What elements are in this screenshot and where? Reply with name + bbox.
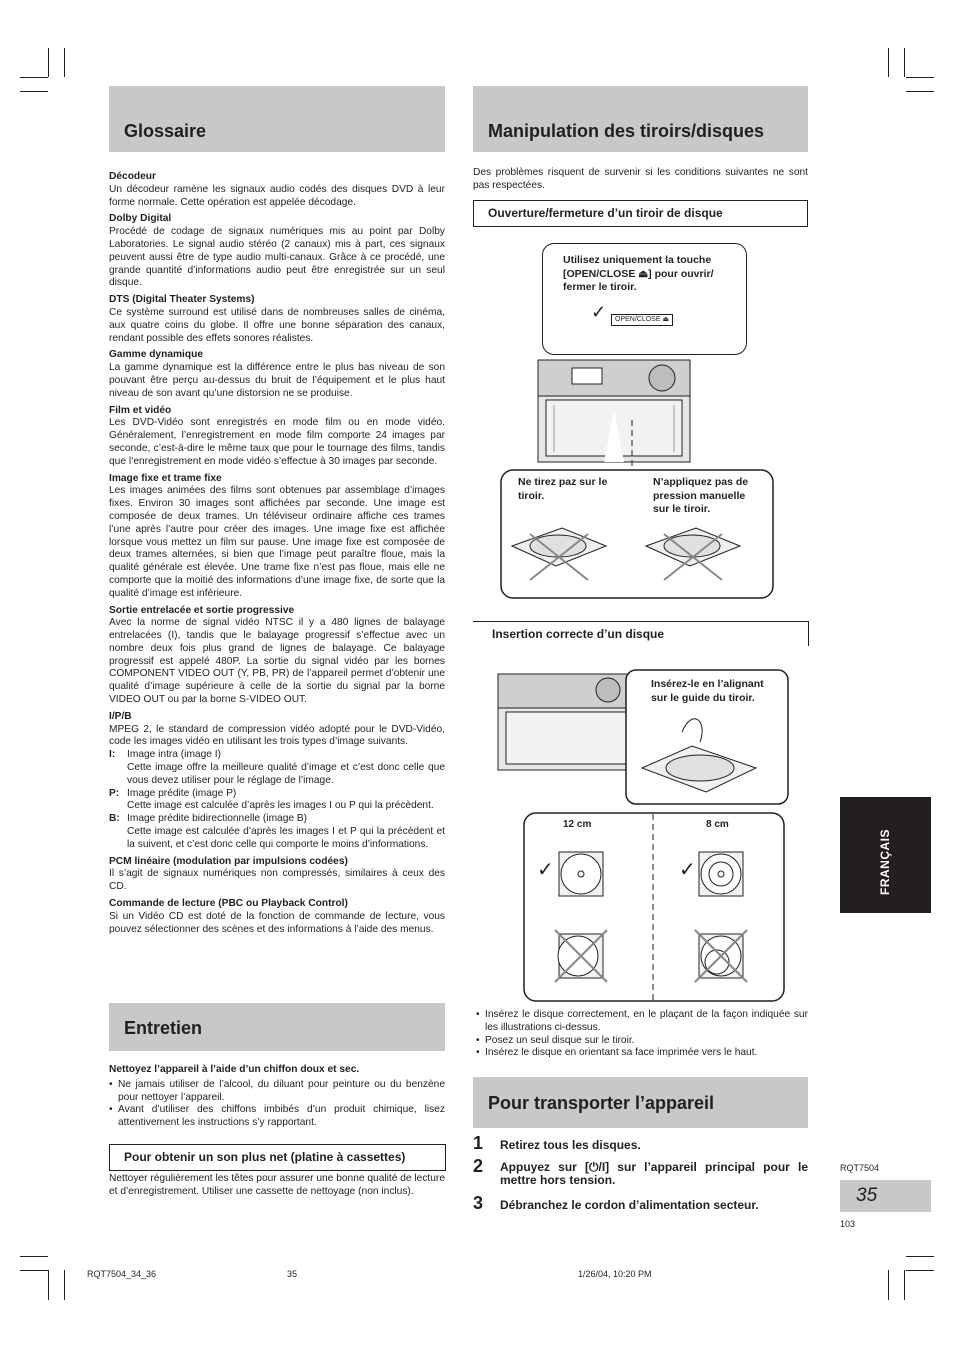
bullet-text: Ne jamais utiliser de l’alcool, du diluant pour peinture ou du benzène pour nettoyer l’appareil.	[118, 1078, 445, 1103]
warn-pull	[518, 476, 607, 503]
warn-pull-line1: Ne tirez paz sur le	[518, 476, 608, 488]
transport-header	[473, 1077, 808, 1128]
step-1	[473, 1135, 808, 1152]
manipulation-title: Manipulation des tiroirs/disques	[488, 121, 765, 141]
glossary-definition: Les DVD-Vidéo sont enregistrés en mode film ou en mode vidéo. Généralement, l’enregistrement en mode film comporte 24 images par seconde, c’est-à-dire le même taux que pour le tournage des films, tandis que l’enregistrement en mode vidéo s’effectue à 30 images par seconde.	[109, 417, 445, 467]
disc-8cm-wrong	[695, 930, 747, 982]
sub-page-number: 103	[840, 1219, 856, 1229]
language-label: FRANÇAIS	[878, 829, 892, 895]
entretien-header	[109, 1003, 445, 1051]
glossary-definition: Les images animées des films sont obtenues par assemblage d’images fixes. Environ 30 images sont affichées par seconde. Une image est composée de deux trames. Un téléviseur ordinaire affiche ces trames l’une après l’autre pour créer des images. Une image fixe est affichée lorsque vous mettez un film sur pause. Une image fixe est composée de deux trames alternées, si bien que l’image peut paraître floue, mais la qualité générale est élevée. Une trame fixe n’est pas floue, mais elle ne comporte que la moitié des informations d’une image fixe, de sorte que la qualité d’image est inférieure.	[109, 485, 445, 599]
disc-8cm-correct	[699, 852, 743, 896]
crop-mark	[888, 48, 889, 77]
cassette-text	[109, 1173, 445, 1199]
ipb-term: I/P/B	[109, 710, 132, 722]
glossary-definition: Il s’agit de signaux numériques non compressés, similaires à ceux des CD.	[109, 868, 445, 893]
step-number: 2	[473, 1156, 484, 1176]
ipb-key: P:	[109, 787, 120, 799]
ipb-item	[109, 788, 445, 814]
crop-mark	[20, 1270, 48, 1271]
bullet-icon: •	[109, 1104, 113, 1116]
step-3	[473, 1195, 808, 1212]
ipb-body	[127, 788, 434, 814]
glossary-term: Sortie entrelacée et sortie progressive	[109, 604, 295, 616]
ipb-item	[109, 813, 445, 851]
warn-press-line2: pression manuelle	[653, 489, 746, 502]
glossary-term: PCM linéaire (modulation par impulsions codées)	[109, 855, 348, 867]
glossary-term: Décodeur	[109, 171, 156, 182]
svg-text:✓: ✓	[679, 857, 696, 881]
glossary-term: DTS (Digital Theater Systems)	[109, 294, 255, 306]
ipb-body	[127, 813, 445, 851]
language-tab	[840, 797, 931, 913]
crop-mark	[906, 1256, 934, 1257]
ipb-item	[109, 749, 445, 787]
glossaire-body	[109, 167, 445, 936]
footer-file: RQT7504_34_36	[87, 1269, 157, 1279]
cassette-box-title	[109, 1144, 446, 1171]
entretien-body	[109, 1060, 445, 1130]
bullet-text: Posez un seul disque sur le tiroir.	[485, 1034, 635, 1046]
callout1-line2: [OPEN/CLOSE ⏏] pour ouvrir/	[563, 267, 714, 280]
transport-title: Pour transporter l’appareil	[488, 1093, 715, 1113]
bullet-item	[476, 1009, 808, 1035]
bullet-icon: •	[476, 1034, 480, 1046]
manipulation-intro-text: Des problèmes risquent de survenir si les conditions suivantes ne sont pas respectées.	[473, 167, 808, 191]
entretien-lead: Nettoyez l’appareil à l’aide d’un chiffon doux et sec.	[109, 1064, 360, 1075]
glossary-definition: Ce système surround est utilisé dans de nombreuses salles de cinéma, aux quatre coins du globe. Il offre une bonne séparation des canaux, rendant possible des effets sonores réalistes.	[109, 306, 445, 344]
ipb-body	[127, 749, 445, 787]
open-close-callout	[542, 243, 747, 355]
callout1-line3: fermer le tiroir.	[563, 281, 637, 293]
callout2-line1: Insérez-le en l’alignant	[651, 678, 764, 690]
disc-12cm-wrong	[555, 930, 607, 982]
manipulation-header	[473, 86, 808, 152]
size-12-label: 12 cm	[563, 819, 592, 830]
ipb-key: B:	[109, 813, 120, 825]
check-icon: ✓	[591, 302, 607, 322]
size-8-label: 8 cm	[706, 819, 729, 830]
bullet-item	[109, 1079, 445, 1105]
ipb-name: Image prédite (image P)	[127, 787, 237, 799]
step-number: 3	[473, 1193, 484, 1213]
glossary-definition: Avec la norme de signal vidéo NTSC il y a 480 lignes de balayage entrelacées (I), tandis que le balayage progressif s’effectue avec un nombre deux fois plus grand de lignes de balayage. Ce balayage progressif est appelé 480P. La sortie du signal vidéo par les bornes COMPONENT VIDEO OUT (Y, PB, PR) de l’appareil permet d’obtenir une qualité d’image supérieure à celle de la sortie du signal par la borne VIDEO OUT ou par la borne S-VIDEO OUT.	[109, 617, 445, 706]
ipb-desc: Cette image est calculée d’après les images I ou P qui la précèdent.	[127, 800, 434, 812]
crop-mark	[20, 1256, 48, 1257]
insertion-box-label: Insertion correcte d’un disque	[492, 627, 665, 641]
warn-press	[653, 476, 748, 517]
crop-mark	[906, 77, 934, 78]
bullet-text: Avant d’utiliser des chiffons imbibés d’un produit chimique, lisez attentivement les instructions s’y rapportant.	[118, 1104, 445, 1129]
bullet-text: Insérez le disque en orientant sa face imprimée vers le haut.	[485, 1047, 758, 1059]
page-number: 35	[856, 1185, 878, 1206]
disc-size-panel	[523, 812, 785, 1002]
insertion-box-title	[473, 621, 809, 646]
bullet-item	[109, 1104, 445, 1130]
warn-press-line1: N’appliquez pas de	[653, 476, 749, 488]
model-number: RQT7504	[840, 1163, 880, 1173]
ipb-text: MPEG 2, le standard de compression vidéo adopté pour le DVD-Vidéo, code les images vidéo en utilisant les trois types d’image suivants.	[109, 723, 445, 748]
callout1-line1: Utilisez uniquement la touche	[563, 254, 712, 266]
crop-mark	[906, 1270, 934, 1271]
bullet-icon: •	[476, 1009, 480, 1020]
step-text: Débranchez le cordon d’alimentation secteur.	[500, 1198, 759, 1212]
step-text: Retirez tous les disques.	[500, 1138, 641, 1152]
glossary-term: Dolby Digital	[109, 213, 172, 225]
ipb-key: I:	[109, 749, 116, 761]
ipb-desc: Cette image offre la meilleure qualité d’image et c’est donc celle que vous devez utiliser pour le réglage de l’image.	[127, 762, 445, 786]
manipulation-bullets	[476, 1009, 808, 1060]
glossaire-header	[109, 86, 445, 152]
bullet-text: Insérez le disque correctement, en le plaçant de la façon indiquée sur les illustrations ci-dessus.	[485, 1009, 808, 1033]
warn-pull-line2: tiroir.	[518, 489, 545, 502]
warn-press-line3: sur le tiroir.	[653, 503, 711, 515]
svg-text:✓: ✓	[537, 857, 554, 881]
footer-page: 35	[287, 1269, 298, 1279]
tray-box-title	[473, 200, 808, 227]
step-2	[473, 1158, 808, 1187]
bullet-item	[476, 1035, 808, 1048]
glossary-term: Commande de lecture (PBC ou Playback Control)	[109, 898, 348, 910]
ipb-desc: Cette image est calculée d’après les images I et P qui la précèdent et la suivent, et c’est donc celle qui comporte le moins d’informations.	[127, 826, 445, 850]
glossary-definition: Si un Vidéo CD est doté de la fonction de commande de lecture, vous pouvez sélectionner des scènes et des informations à l’aide des menus.	[109, 910, 445, 935]
step-number: 1	[473, 1133, 484, 1153]
entretien-title: Entretien	[124, 1018, 203, 1038]
crop-mark	[20, 91, 48, 92]
ipb-name: Image intra (image I)	[127, 749, 221, 761]
glossary-definition: Un décodeur ramène les signaux audio codés des disques DVD à leur forme normale. Cette opération est appelée décodage.	[109, 183, 445, 208]
ipb-name: Image prédite bidirectionnelle (image B)	[127, 813, 308, 825]
glossaire-title: Glossaire	[124, 121, 207, 141]
open-close-key: OPEN/CLOSE ⏏	[611, 314, 673, 326]
align-callout	[651, 678, 764, 705]
cassette-box-label: Pour obtenir un son plus net (platine à cassettes)	[124, 1150, 406, 1164]
crop-mark	[64, 1270, 65, 1300]
footer-date: 1/26/04, 10:20 PM	[578, 1269, 652, 1279]
bullet-item	[476, 1047, 808, 1060]
bullet-icon: •	[476, 1047, 480, 1059]
page-number-box	[840, 1180, 931, 1212]
crop-mark	[64, 48, 65, 77]
bullet-icon: •	[109, 1078, 113, 1090]
crop-mark	[20, 77, 48, 78]
glossary-term: Film et vidéo	[109, 404, 172, 416]
crop-mark	[904, 48, 905, 77]
crop-mark	[48, 48, 49, 77]
glossary-definition: Procédé de codage de signaux numériques mis au point par Dolby Laboratories. Le signal audio stéréo (2 canaux) mis à part, ces signaux peuvent aussi être de type audio multi-canaux. Grâce à ce procédé, une grande quantité d’informations audio peut être enregistrée sur un seul disque.	[109, 226, 445, 289]
manipulation-intro	[473, 167, 808, 193]
glossary-term: Image fixe et trame fixe	[109, 472, 222, 484]
step-text: Appuyez sur [⏻/I] sur l’appareil principal pour le mettre hors tension.	[500, 1160, 808, 1187]
glossary-definition: La gamme dynamique est la différence entre le plus bas niveau de son pouvant être perçu au-dessus du bruit de l’équipement et le plus haut niveau de son avant qu’une distorsion ne se produise.	[109, 362, 445, 399]
tray-box-label: Ouverture/fermeture d’un tiroir de disque	[488, 206, 723, 220]
disc-12cm-correct	[559, 852, 603, 896]
glossary-term: Gamme dynamique	[109, 349, 203, 361]
crop-mark	[888, 1270, 889, 1300]
crop-mark	[904, 1270, 905, 1300]
crop-mark	[906, 91, 934, 92]
cassette-paragraph: Nettoyer régulièrement les têtes pour assurer une bonne qualité de lecture et d’enregistrement. Utiliser une cassette de nettoyage (non inclus).	[109, 1173, 445, 1197]
crop-mark	[48, 1270, 49, 1300]
callout2-line2: sur le guide du tiroir.	[651, 691, 755, 704]
